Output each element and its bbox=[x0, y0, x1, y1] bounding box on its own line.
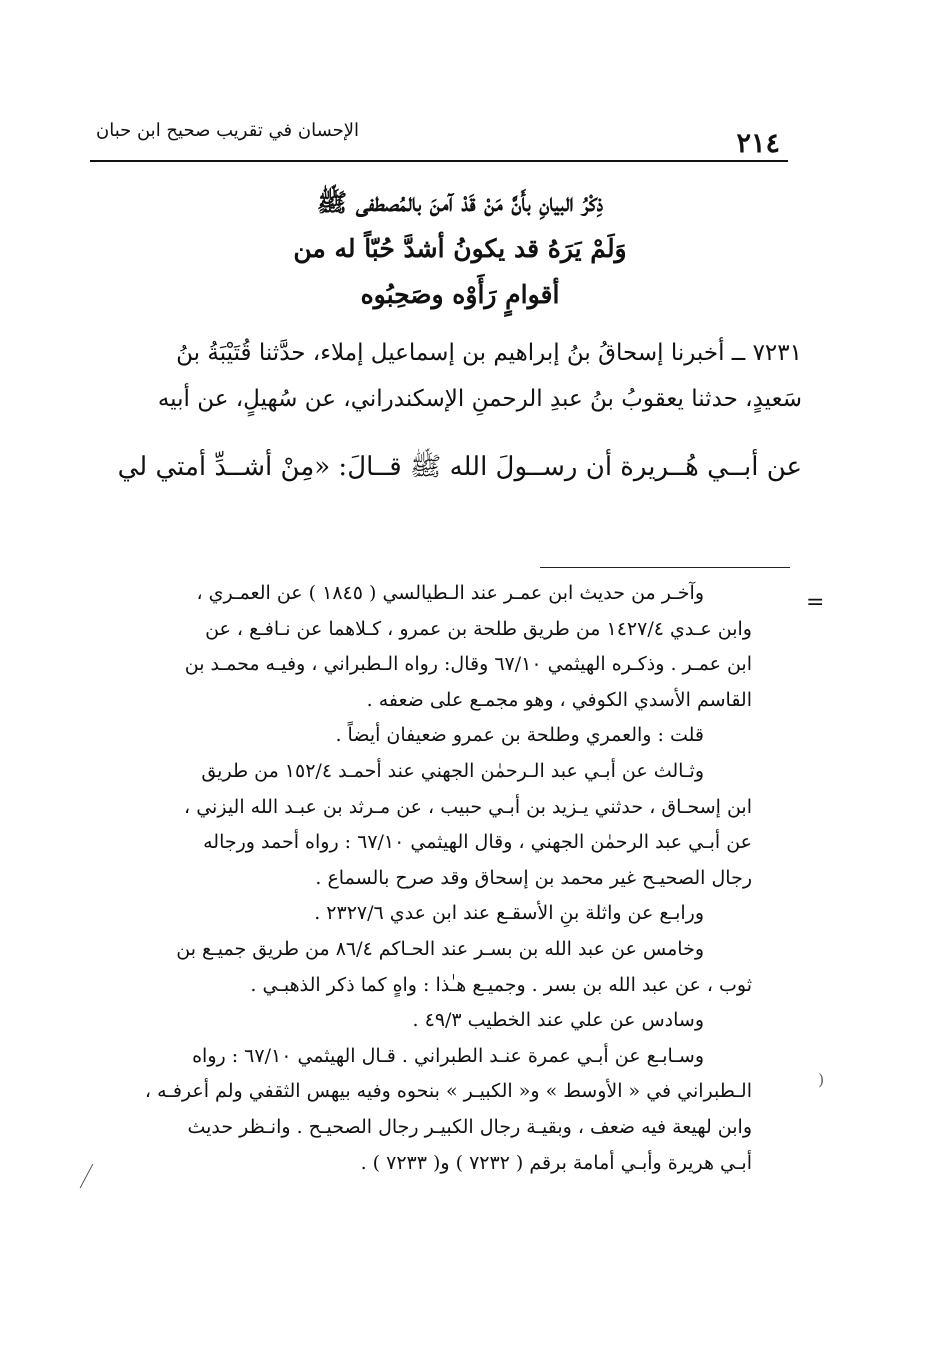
footnote-continuation-mark: = bbox=[806, 590, 825, 615]
margin-mark-icon: ) bbox=[818, 1070, 825, 1089]
chapter-title-line: وَلَمْ يَرَهُ قد يكونُ أشدَّ حُبّاً له من bbox=[293, 234, 627, 263]
hadith-text bbox=[78, 330, 802, 490]
footnote-line: وابن لهيعة فيه ضعف ، وبقيـة رجال الكبيـر رجال الصحيـح . وانـظر حديث bbox=[187, 1115, 752, 1138]
footnote-line: ثوب ، عن عبد الله بن بسر . وجميـع هـٰذا : واهٍ كما ذكر الذهبـي . bbox=[250, 973, 752, 996]
footnote-line: وثـالث عن أبـي عبد الـرحمٰن الجهني عند أحمـد ١٥٢/٤ من طريق bbox=[201, 759, 704, 782]
footnote-line: الـطبراني في « الأوسط » و« الكبيـر » بنحوه وفيه بيهس الثقفي ولم أعرفـه ، bbox=[144, 1080, 752, 1103]
footnote-line: ابن عمـر . وذكـره الهيثمي ٦٧/١٠ وقال: رواه الـطبراني ، وفيـه محمـد بن bbox=[184, 653, 752, 676]
footnote-line: وآخـر من حديث ابن عمـر عند الـطيالسي ( ١٨٤٥ ) عن العمـري ، bbox=[196, 582, 704, 604]
footnote-line: القاسم الأسدي الكوفي ، وهو مجمـع على ضعفه . bbox=[366, 688, 752, 711]
hadith-line: سَعيدٍ، حدثنا يعقوبُ بنُ عبدِ الرحمنِ الإسكندراني، عن سُهيلٍ، عن أبيه bbox=[157, 386, 802, 412]
footnote-line: وابن عـدي ١٤٢٧/٤ من طريق طلحة بن عمرو ، كـلاهما عن نـافـع ، عن bbox=[205, 617, 752, 640]
chapter-title bbox=[150, 180, 770, 318]
footnote-line: ورابـع عن واثلة بنِ الأسقـع عند ابن عدي ٢٣٢٧/٦ . bbox=[314, 902, 704, 925]
footnote-line: وسـابـع عن أبـي عمرة عنـد الطبراني . قـال الهيثمي ٦٧/١٠ : رواه bbox=[192, 1044, 704, 1067]
footnote-line: وخامس عن عبد الله بن بسـر عند الحـاكم ٨٦/٤ من طريق جميـع بن bbox=[176, 937, 704, 960]
page-number: ٢١٤ bbox=[736, 128, 780, 159]
footnotes bbox=[92, 576, 752, 1181]
chapter-title-line: أقوامٍ رَأَوْه وصَحِبُوه bbox=[360, 280, 560, 309]
footnote-line: قلت : والعمري وطلحة بن عمرو ضعيفان أيضاً . bbox=[335, 724, 704, 747]
header-rule bbox=[90, 160, 788, 162]
footnote-separator bbox=[540, 567, 790, 568]
footnote-line: ابن إسحـاق ، حدثني يـزيد بن أبـي حبيب ، عن مـرثد بن عبـد الله اليزني ، bbox=[184, 795, 752, 818]
running-title: الإحسان في تقريب صحيح ابن حبان bbox=[96, 120, 360, 141]
hadith-line: عن أبــي هُــريرة أن رســولَ الله ﷺ قــالَ: «مِنْ أشــدِّ أمتي لي bbox=[117, 452, 802, 482]
hadith-line: ٧٢٣١ ــ أخبرنا إسحاقُ بنُ إبراهيم بن إسماعيل إملاء، حدَّثنا قُتَيْبَةُ بنُ bbox=[176, 340, 802, 366]
page-header bbox=[90, 116, 788, 160]
footnote-line: وسادس عن علي عند الخطيب ٤٩/٣ . bbox=[412, 1009, 704, 1032]
footnote-line: رجال الصحيـح غير محمد بن إسحاق وقد صرح بالسماع . bbox=[315, 866, 752, 889]
footnote-line: عن أبـي عبد الرحمٰن الجهني ، وقال الهيثمي ٦٧/١٠ : رواه أحمد ورجاله bbox=[203, 831, 752, 854]
chapter-title-line: ذِكْرُ البيانِ بأَنَّ مَنْ قَدْ آمنَ بالمُصطفى ﷺ bbox=[316, 188, 604, 217]
footnote-line: أبـي هريرة وأبـي أمامة برقم ( ٧٢٣٢ ) و( ٧٢٣٣ ) . bbox=[360, 1151, 752, 1174]
